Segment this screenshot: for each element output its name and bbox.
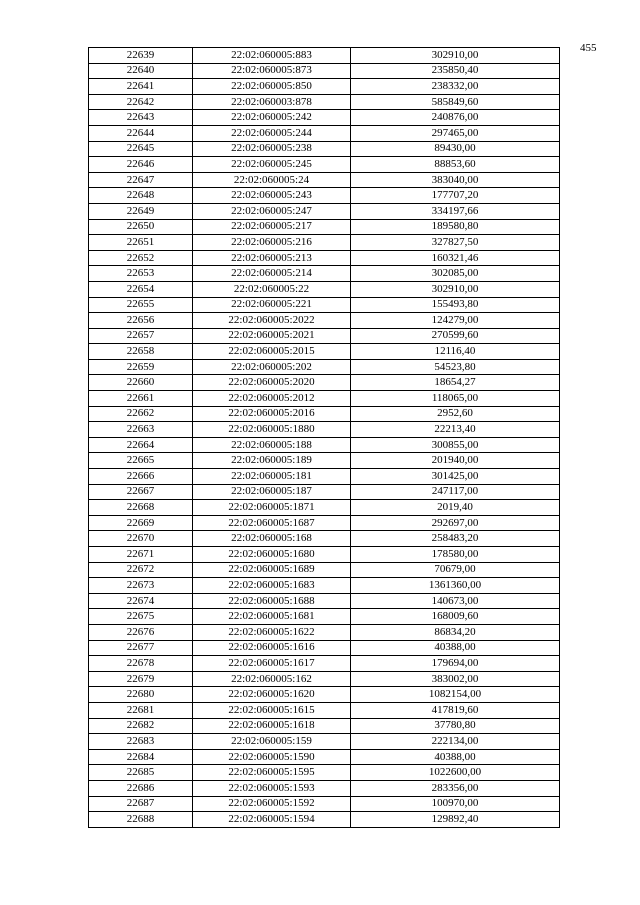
table-row <box>89 531 560 547</box>
cadastral-number-cell: 22:02:060005:238 <box>193 141 351 157</box>
table-row <box>89 656 560 672</box>
value-cell: 100970,00 <box>351 796 560 812</box>
value-cell: 297465,00 <box>351 125 560 141</box>
row-number-cell: 22640 <box>89 63 193 79</box>
table-row <box>89 578 560 594</box>
table-row <box>89 812 560 828</box>
cadastral-number-cell: 22:02:060005:247 <box>193 203 351 219</box>
value-cell: 327827,50 <box>351 235 560 251</box>
table-row <box>89 141 560 157</box>
cadastral-number-cell: 22:02:060005:189 <box>193 453 351 469</box>
value-cell: 189580,80 <box>351 219 560 235</box>
row-number-cell: 22645 <box>89 141 193 157</box>
cadastral-number-cell: 22:02:060005:2021 <box>193 328 351 344</box>
row-number-cell: 22681 <box>89 702 193 718</box>
cadastral-number-cell: 22:02:060005:214 <box>193 266 351 282</box>
row-number-cell: 22670 <box>89 531 193 547</box>
table-row <box>89 718 560 734</box>
table-row <box>89 422 560 438</box>
table-row <box>89 219 560 235</box>
table-row <box>89 328 560 344</box>
value-cell: 334197,66 <box>351 203 560 219</box>
value-cell: 37780,80 <box>351 718 560 734</box>
cadastral-number-cell: 22:02:060005:1618 <box>193 718 351 734</box>
value-cell: 283356,00 <box>351 780 560 796</box>
value-cell: 177707,20 <box>351 188 560 204</box>
value-cell: 201940,00 <box>351 453 560 469</box>
cadastral-number-cell: 22:02:060005:1683 <box>193 578 351 594</box>
value-cell: 18654,27 <box>351 375 560 391</box>
cadastral-number-cell: 22:02:060005:24 <box>193 172 351 188</box>
row-number-cell: 22671 <box>89 547 193 563</box>
cadastral-number-cell: 22:02:060005:1615 <box>193 702 351 718</box>
cadastral-number-cell: 22:02:060005:245 <box>193 157 351 173</box>
table-row <box>89 125 560 141</box>
table-row <box>89 749 560 765</box>
cadastral-number-cell: 22:02:060005:2022 <box>193 313 351 329</box>
cadastral-number-cell: 22:02:060005:1622 <box>193 624 351 640</box>
row-number-cell: 22677 <box>89 640 193 656</box>
row-number-cell: 22663 <box>89 422 193 438</box>
value-cell: 86834,20 <box>351 624 560 640</box>
table-row <box>89 702 560 718</box>
row-number-cell: 22662 <box>89 406 193 422</box>
value-cell: 140673,00 <box>351 593 560 609</box>
cadastral-number-cell: 22:02:060005:1687 <box>193 515 351 531</box>
table-row <box>89 734 560 750</box>
row-number-cell: 22686 <box>89 780 193 796</box>
row-number-cell: 22685 <box>89 765 193 781</box>
table-row <box>89 48 560 64</box>
row-number-cell: 22647 <box>89 172 193 188</box>
row-number-cell: 22668 <box>89 500 193 516</box>
cadastral-number-cell: 22:02:060005:2015 <box>193 344 351 360</box>
value-cell: 302910,00 <box>351 281 560 297</box>
value-cell: 292697,00 <box>351 515 560 531</box>
value-cell: 240876,00 <box>351 110 560 126</box>
table-row <box>89 609 560 625</box>
row-number-cell: 22639 <box>89 48 193 64</box>
value-cell: 585849,60 <box>351 94 560 110</box>
row-number-cell: 22655 <box>89 297 193 313</box>
cadastral-number-cell: 22:02:060005:187 <box>193 484 351 500</box>
cadastral-number-cell: 22:02:060005:883 <box>193 48 351 64</box>
cadastral-number-cell: 22:02:060005:1617 <box>193 656 351 672</box>
table-row <box>89 437 560 453</box>
table-row <box>89 796 560 812</box>
row-number-cell: 22688 <box>89 812 193 828</box>
value-cell: 88853,60 <box>351 157 560 173</box>
row-number-cell: 22641 <box>89 79 193 95</box>
row-number-cell: 22653 <box>89 266 193 282</box>
cadastral-number-cell: 22:02:060005:2012 <box>193 391 351 407</box>
table-row <box>89 640 560 656</box>
cadastral-number-cell: 22:02:060005:1590 <box>193 749 351 765</box>
value-cell: 54523,80 <box>351 359 560 375</box>
row-number-cell: 22679 <box>89 671 193 687</box>
cadastral-number-cell: 22:02:060005:1680 <box>193 547 351 563</box>
row-number-cell: 22651 <box>89 235 193 251</box>
value-cell: 302910,00 <box>351 48 560 64</box>
cadastral-number-cell: 22:02:060005:1593 <box>193 780 351 796</box>
cadastral-number-cell: 22:02:060005:243 <box>193 188 351 204</box>
table-row <box>89 157 560 173</box>
table-row <box>89 281 560 297</box>
row-number-cell: 22661 <box>89 391 193 407</box>
table-row <box>89 547 560 563</box>
row-number-cell: 22642 <box>89 94 193 110</box>
table-row <box>89 687 560 703</box>
cadastral-number-cell: 22:02:060005:159 <box>193 734 351 750</box>
value-cell: 160321,46 <box>351 250 560 266</box>
cadastral-number-cell: 22:02:060005:1689 <box>193 562 351 578</box>
cadastral-number-cell: 22:02:060005:2016 <box>193 406 351 422</box>
row-number-cell: 22660 <box>89 375 193 391</box>
value-cell: 1022600,00 <box>351 765 560 781</box>
cadastral-number-cell: 22:02:060005:202 <box>193 359 351 375</box>
cadastral-number-cell: 22:02:060005:1616 <box>193 640 351 656</box>
row-number-cell: 22682 <box>89 718 193 734</box>
table-row <box>89 172 560 188</box>
table-row <box>89 235 560 251</box>
table-row <box>89 515 560 531</box>
row-number-cell: 22673 <box>89 578 193 594</box>
table-body <box>89 48 560 828</box>
row-number-cell: 22687 <box>89 796 193 812</box>
table-row <box>89 391 560 407</box>
table-row <box>89 765 560 781</box>
table-row <box>89 188 560 204</box>
cadastral-number-cell: 22:02:060005:181 <box>193 469 351 485</box>
cadastral-number-cell: 22:02:060005:217 <box>193 219 351 235</box>
value-cell: 178580,00 <box>351 547 560 563</box>
value-cell: 155493,80 <box>351 297 560 313</box>
cadastral-number-cell: 22:02:060005:2020 <box>193 375 351 391</box>
value-cell: 89430,00 <box>351 141 560 157</box>
value-cell: 383040,00 <box>351 172 560 188</box>
value-cell: 40388,00 <box>351 749 560 765</box>
cadastral-number-cell: 22:02:060005:168 <box>193 531 351 547</box>
cadastral-number-cell: 22:02:060005:22 <box>193 281 351 297</box>
cadastral-number-cell: 22:02:060005:1595 <box>193 765 351 781</box>
table-row <box>89 297 560 313</box>
cadastral-number-cell: 22:02:060005:850 <box>193 79 351 95</box>
row-number-cell: 22643 <box>89 110 193 126</box>
cadastral-number-cell: 22:02:060005:1594 <box>193 812 351 828</box>
value-cell: 70679,00 <box>351 562 560 578</box>
row-number-cell: 22667 <box>89 484 193 500</box>
value-cell: 300855,00 <box>351 437 560 453</box>
row-number-cell: 22666 <box>89 469 193 485</box>
row-number-cell: 22674 <box>89 593 193 609</box>
row-number-cell: 22659 <box>89 359 193 375</box>
row-number-cell: 22658 <box>89 344 193 360</box>
row-number-cell: 22672 <box>89 562 193 578</box>
cadastral-number-cell: 22:02:060005:1592 <box>193 796 351 812</box>
cadastral-number-cell: 22:02:060005:244 <box>193 125 351 141</box>
cadastral-value-table <box>88 47 560 828</box>
value-cell: 12116,40 <box>351 344 560 360</box>
table-row <box>89 250 560 266</box>
row-number-cell: 22664 <box>89 437 193 453</box>
table-row <box>89 79 560 95</box>
table-row <box>89 344 560 360</box>
value-cell: 118065,00 <box>351 391 560 407</box>
cadastral-number-cell: 22:02:060005:1688 <box>193 593 351 609</box>
table-row <box>89 375 560 391</box>
value-cell: 2019,40 <box>351 500 560 516</box>
cadastral-number-cell: 22:02:060005:188 <box>193 437 351 453</box>
row-number-cell: 22678 <box>89 656 193 672</box>
cadastral-number-cell: 22:02:060005:242 <box>193 110 351 126</box>
table-row <box>89 110 560 126</box>
table-row <box>89 94 560 110</box>
value-cell: 179694,00 <box>351 656 560 672</box>
cadastral-number-cell: 22:02:060005:1871 <box>193 500 351 516</box>
table-row <box>89 63 560 79</box>
row-number-cell: 22649 <box>89 203 193 219</box>
value-cell: 383002,00 <box>351 671 560 687</box>
value-cell: 301425,00 <box>351 469 560 485</box>
value-cell: 1082154,00 <box>351 687 560 703</box>
cadastral-number-cell: 22:02:060005:1620 <box>193 687 351 703</box>
table-row <box>89 500 560 516</box>
cadastral-number-cell: 22:02:060005:1681 <box>193 609 351 625</box>
value-cell: 129892,40 <box>351 812 560 828</box>
table-row <box>89 406 560 422</box>
row-number-cell: 22669 <box>89 515 193 531</box>
page-number: 455 <box>580 42 597 54</box>
row-number-cell: 22665 <box>89 453 193 469</box>
value-cell: 124279,00 <box>351 313 560 329</box>
row-number-cell: 22675 <box>89 609 193 625</box>
row-number-cell: 22650 <box>89 219 193 235</box>
value-cell: 22213,40 <box>351 422 560 438</box>
value-cell: 2952,60 <box>351 406 560 422</box>
row-number-cell: 22676 <box>89 624 193 640</box>
cadastral-number-cell: 22:02:060005:873 <box>193 63 351 79</box>
table-row <box>89 469 560 485</box>
cadastral-number-cell: 22:02:060005:216 <box>193 235 351 251</box>
row-number-cell: 22652 <box>89 250 193 266</box>
value-cell: 302085,00 <box>351 266 560 282</box>
row-number-cell: 22657 <box>89 328 193 344</box>
value-cell: 270599,60 <box>351 328 560 344</box>
table-row <box>89 484 560 500</box>
table-row <box>89 359 560 375</box>
row-number-cell: 22644 <box>89 125 193 141</box>
value-cell: 238332,00 <box>351 79 560 95</box>
value-cell: 222134,00 <box>351 734 560 750</box>
value-cell: 40388,00 <box>351 640 560 656</box>
value-cell: 1361360,00 <box>351 578 560 594</box>
table-row <box>89 203 560 219</box>
table-row <box>89 313 560 329</box>
row-number-cell: 22680 <box>89 687 193 703</box>
row-number-cell: 22648 <box>89 188 193 204</box>
value-cell: 258483,20 <box>351 531 560 547</box>
value-cell: 417819,60 <box>351 702 560 718</box>
table-row <box>89 562 560 578</box>
cadastral-number-cell: 22:02:060005:221 <box>193 297 351 313</box>
row-number-cell: 22684 <box>89 749 193 765</box>
cadastral-number-cell: 22:02:060003:878 <box>193 94 351 110</box>
cadastral-number-cell: 22:02:060005:1880 <box>193 422 351 438</box>
row-number-cell: 22654 <box>89 281 193 297</box>
value-cell: 235850,40 <box>351 63 560 79</box>
row-number-cell: 22683 <box>89 734 193 750</box>
table-row <box>89 593 560 609</box>
table-row <box>89 671 560 687</box>
value-cell: 247117,00 <box>351 484 560 500</box>
cadastral-number-cell: 22:02:060005:162 <box>193 671 351 687</box>
table-row <box>89 780 560 796</box>
row-number-cell: 22656 <box>89 313 193 329</box>
table-row <box>89 453 560 469</box>
table-row <box>89 266 560 282</box>
cadastral-number-cell: 22:02:060005:213 <box>193 250 351 266</box>
table-row <box>89 624 560 640</box>
row-number-cell: 22646 <box>89 157 193 173</box>
value-cell: 168009,60 <box>351 609 560 625</box>
